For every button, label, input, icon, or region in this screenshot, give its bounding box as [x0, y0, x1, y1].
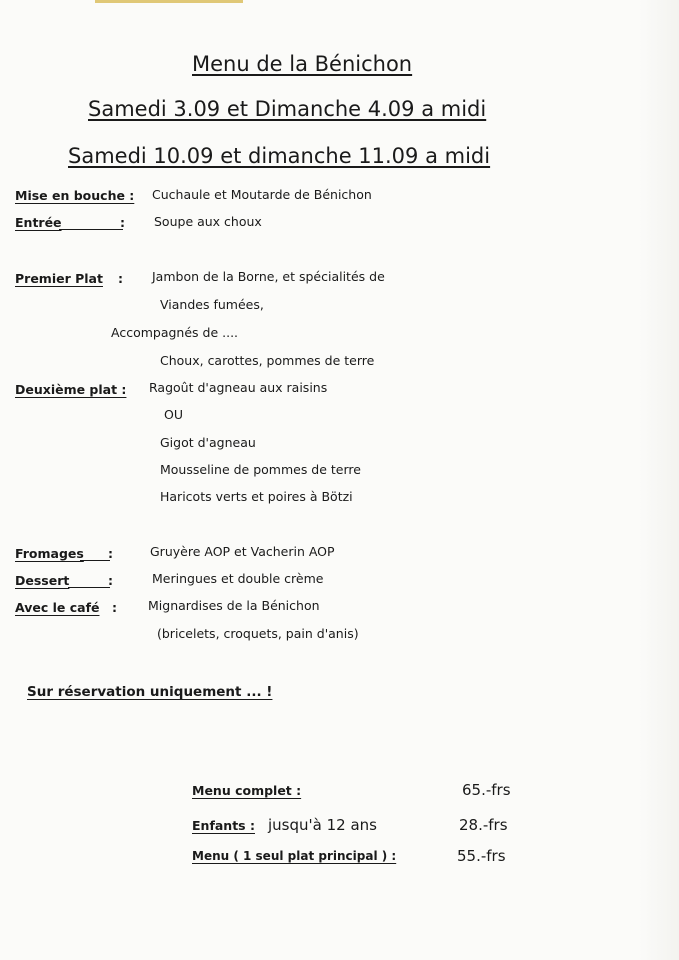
deuxieme-plat-line-1: Ragoût d'agneau aux raisins: [149, 380, 328, 395]
deuxieme-plat-label: Deuxième plat :: [15, 382, 127, 397]
entree-colon: :: [120, 215, 125, 230]
mise-en-bouche-text: Cuchaule et Moutarde de Bénichon: [152, 187, 372, 202]
fromages-text: Gruyère AOP et Vacherin AOP: [150, 544, 335, 559]
premier-plat-colon: :: [118, 271, 123, 286]
entree-text: Soupe aux choux: [154, 214, 262, 229]
price-label-complet: Menu complet :: [192, 783, 302, 798]
deuxieme-plat-line-3: Gigot d'agneau: [160, 435, 256, 450]
deuxieme-plat-line-5: Haricots verts et poires à Bötzi: [160, 489, 353, 504]
deuxieme-plat-line-4: Mousseline de pommes de terre: [160, 462, 361, 477]
premier-plat-line-1: Jambon de la Borne, et spécialités de: [152, 269, 385, 284]
cafe-colon: :: [112, 600, 117, 615]
dessert-text: Meringues et double crème: [152, 571, 324, 586]
accompany-text: Accompagnés de ....: [111, 325, 239, 340]
reservation-note: Sur réservation uniquement ... !: [27, 684, 273, 700]
price-extra-enfants: jusqu'à 12 ans: [268, 816, 377, 834]
deuxieme-plat-line-2: OU: [164, 407, 183, 422]
price-label-enfants: Enfants :: [192, 818, 255, 833]
cafe-label: Avec le café: [15, 600, 100, 615]
price-label-seul-plat: Menu ( 1 seul plat principal ) :: [192, 849, 397, 863]
cafe-line-1: Mignardises de la Bénichon: [148, 598, 320, 613]
cafe-line-2: (bricelets, croquets, pain d'anis): [157, 626, 359, 641]
price-value-enfants: 28.-frs: [459, 816, 508, 834]
entree-label: Entrée: [15, 215, 62, 230]
price-value-complet: 65.-frs: [462, 781, 511, 799]
dessert-colon: :: [108, 573, 113, 588]
date-line-2: Samedi 10.09 et dimanche 11.09 a midi: [68, 144, 491, 168]
fromages-colon: :: [108, 546, 113, 561]
price-value-seul-plat: 55.-frs: [457, 847, 506, 865]
mise-en-bouche-label: Mise en bouche :: [15, 188, 135, 203]
fromages-label: Fromages: [15, 546, 84, 561]
premier-plat-sides: Choux, carottes, pommes de terre: [160, 353, 375, 368]
date-line-1: Samedi 3.09 et Dimanche 4.09 a midi: [88, 97, 487, 121]
top-edge-stripe: [95, 0, 243, 3]
entree-underline: [59, 215, 123, 230]
dessert-underline: [68, 573, 110, 588]
menu-title: Menu de la Bénichon: [192, 52, 413, 76]
premier-plat-label: Premier Plat: [15, 271, 103, 286]
fromages-underline: [80, 546, 110, 561]
dessert-label: Dessert: [15, 573, 70, 588]
premier-plat-line-2: Viandes fumées,: [160, 297, 264, 312]
page-edge-shadow: [639, 0, 679, 960]
